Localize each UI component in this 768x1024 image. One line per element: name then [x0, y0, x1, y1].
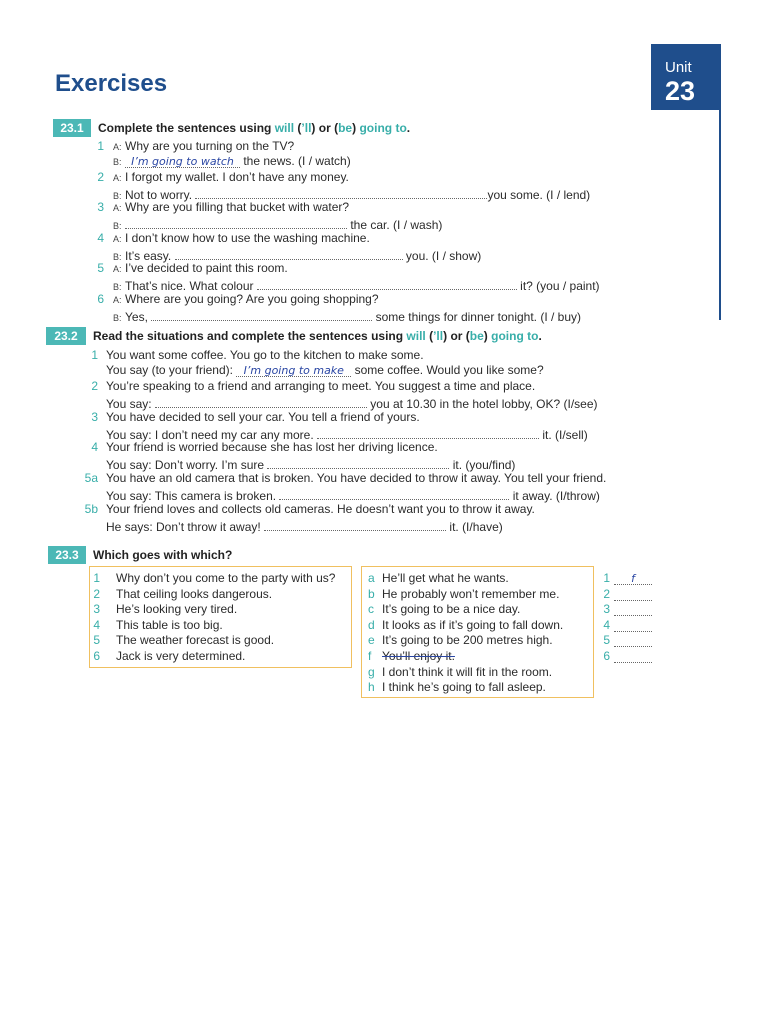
dialogue-line-b [113, 215, 442, 232]
answer-number: 4 [603, 617, 610, 632]
speaker-a-label: A: [113, 203, 122, 213]
right-letter: h [368, 680, 375, 695]
left-item-number: 6 [93, 649, 100, 663]
exercise-heading-23-2: Read the situations and complete the sentences using will (’ll) or (be) going to. [93, 329, 542, 343]
right-sentence-row [368, 618, 563, 632]
right-sentence-row [368, 680, 546, 694]
answer-number: 5 [603, 633, 610, 648]
answer-blank[interactable] [195, 185, 487, 199]
left-sentence: This table is too big. [116, 617, 223, 632]
speaker-b-label: B: [113, 312, 122, 323]
right-sentence-row [368, 571, 509, 585]
right-letter: a [368, 571, 375, 585]
unit-divider [719, 110, 721, 320]
dialogue-line-a [113, 200, 349, 214]
page-title: Exercises [55, 70, 168, 97]
right-letter: c [368, 602, 374, 617]
speaker-b-suffix: the car. (I / wash) [347, 218, 443, 232]
unit-badge [651, 44, 721, 110]
match-answer-blank[interactable] [614, 649, 652, 663]
speaker-b-prefix: Yes, [125, 309, 152, 324]
speaker-b-suffix: it? (you / paint) [516, 279, 600, 293]
right-sentence-row [368, 665, 552, 679]
speaker-b-label: B: [113, 157, 122, 167]
item-number: 3 [91, 409, 98, 424]
response-line [106, 394, 598, 411]
dialogue-line-b [113, 246, 481, 263]
answer-blank[interactable] [151, 307, 372, 321]
speaker-b-prefix: Not to worry. [125, 187, 196, 202]
item-number: 1 [91, 348, 98, 362]
response-suffix: it. (you/find) [449, 458, 516, 473]
response-suffix: it away. (I/throw) [509, 489, 600, 504]
right-sentence: I think he’s going to fall asleep. [382, 680, 546, 695]
answer-blank-answer: I’m going to make [243, 364, 344, 377]
response-prefix: He says: Don’t throw it away! [106, 520, 265, 534]
response-prefix: You say: Don’t worry. I’m sure [106, 458, 268, 473]
speaker-b-suffix: you. (I / show) [402, 248, 482, 263]
dialogue-line-b [113, 276, 600, 293]
situation-text: Your friend is worried because she has lost her driving licence. [106, 440, 438, 455]
answer-number: 1 [603, 571, 610, 585]
speaker-b-suffix: some things for dinner tonight. (I / buy) [372, 309, 582, 324]
speaker-b-label: B: [113, 251, 122, 262]
situation-text: You have decided to sell your car. You tell a friend of yours. [106, 409, 420, 424]
right-sentence: He’ll get what he wants. [382, 571, 509, 585]
speaker-a-text: I’ve decided to paint this room. [125, 261, 288, 275]
exercise-tag-23-3: 23.3 [48, 546, 86, 564]
left-sentence: Why don’t you come to the party with us? [116, 571, 336, 585]
right-sentence-row [368, 587, 559, 601]
item-number: 5b [84, 502, 98, 516]
exercise-heading-23-1: Complete the sentences using will (’ll) or (be) going to. [98, 121, 411, 135]
response-suffix: you at 10.30 in the hotel lobby, OK? (I/see) [366, 396, 598, 411]
answer-number: 2 [603, 586, 610, 601]
answer-blank[interactable] [175, 246, 403, 260]
speaker-b-label: B: [113, 190, 122, 201]
situation-text: You’re speaking to a friend and arranging to meet. You suggest a time and place. [106, 378, 536, 393]
left-item-number: 5 [93, 633, 100, 648]
right-sentence: It’s going to be 200 metres high. [382, 633, 553, 648]
speaker-a-text: I don’t know how to use the washing machine. [125, 230, 370, 245]
response-line [106, 363, 544, 377]
answer-number: 3 [603, 602, 610, 617]
answer-row [614, 602, 652, 619]
match-answer-blank[interactable] [614, 633, 652, 647]
speaker-a-text: Why are you turning on the TV? [125, 139, 295, 153]
answer-blank[interactable] [257, 276, 517, 290]
answer-blank-answer: I’m going to watch [131, 155, 234, 168]
right-letter: b [368, 586, 375, 601]
left-sentence: Jack is very determined. [116, 649, 246, 663]
response-prefix: You say: This camera is broken. [106, 489, 280, 504]
item-number: 2 [91, 378, 98, 393]
match-answer-blank-answer: f [631, 572, 635, 585]
response-line [106, 425, 588, 442]
unit-label: Unit [665, 59, 692, 76]
situation-text: You have an old camera that is broken. You have decided to throw it away. You tell your friend. [106, 471, 607, 486]
item-number: 1 [97, 139, 104, 153]
dialogue-line-a [113, 170, 349, 184]
speaker-a-label: A: [113, 294, 122, 305]
right-sentence: He probably won’t remember me. [382, 586, 560, 601]
right-sentence-row [368, 602, 520, 616]
speaker-a-label: A: [113, 172, 122, 183]
answer-blank[interactable] [279, 486, 509, 500]
dialogue-line-a [113, 261, 288, 275]
response-line [106, 486, 600, 503]
match-answer-blank[interactable] [614, 571, 652, 585]
right-sentence: It’s going to be a nice day. [382, 602, 521, 617]
item-number: 4 [97, 230, 104, 245]
speaker-b-prefix: It’s easy. [125, 248, 175, 263]
match-answer-blank[interactable] [614, 587, 652, 601]
response-suffix: it. (I/have) [446, 520, 503, 534]
situation-text: Your friend loves and collects old cameras. He doesn’t want you to throw it away. [106, 502, 535, 516]
dialogue-line-b [113, 307, 581, 324]
right-letter: e [368, 633, 375, 648]
item-number: 2 [97, 169, 104, 184]
response-line [106, 455, 515, 472]
speaker-a-text: I forgot my wallet. I don’t have any money. [125, 169, 349, 184]
right-sentence: You’ll enjoy it. [382, 649, 455, 663]
situation-text: You want some coffee. You go to the kitchen to make some. [106, 348, 424, 362]
right-letter: f [368, 649, 372, 663]
exercise-tag-23-2: 23.2 [46, 327, 86, 345]
answer-row [614, 649, 652, 666]
answer-row [614, 618, 652, 635]
response-line [106, 517, 503, 534]
right-letter: d [368, 617, 375, 632]
dialogue-line-a [113, 231, 370, 245]
right-sentence-row [368, 633, 553, 647]
exercise-heading-23-3: Which goes with which? [93, 548, 233, 562]
response-suffix: it. (I/sell) [539, 427, 588, 442]
speaker-b-prefix: That’s nice. What colour [125, 279, 257, 293]
answer-blank[interactable] [155, 394, 367, 408]
item-number: 4 [91, 440, 98, 455]
item-number: 5 [97, 261, 104, 275]
left-sentence: He’s looking very tired. [116, 602, 238, 617]
item-number: 5a [84, 471, 98, 486]
dialogue-line-b [113, 185, 590, 202]
dialogue-line-b [113, 154, 351, 168]
left-item-number: 2 [93, 586, 100, 601]
speaker-b-suffix: you some. (I / lend) [487, 187, 591, 202]
item-number: 3 [97, 200, 104, 214]
answer-number: 6 [603, 649, 610, 663]
match-answer-blank[interactable] [614, 602, 652, 616]
speaker-a-label: A: [113, 142, 122, 152]
right-sentence-row [368, 649, 455, 663]
right-letter: g [368, 664, 375, 679]
answer-row [614, 571, 652, 585]
answer-row [614, 587, 652, 604]
answer-blank[interactable] [264, 517, 446, 531]
dialogue-line-a [113, 292, 379, 306]
exercise-tag-23-1: 23.1 [53, 119, 91, 137]
right-sentence: I don’t think it will fit in the room. [382, 664, 553, 679]
answer-blank[interactable] [317, 425, 539, 439]
speaker-a-label: A: [113, 264, 122, 274]
response-prefix: You say: [106, 396, 155, 411]
left-item-number: 1 [93, 571, 100, 585]
speaker-a-label: A: [113, 233, 122, 244]
item-number: 6 [97, 291, 104, 306]
answer-row [614, 633, 652, 650]
answer-blank[interactable] [267, 455, 449, 469]
speaker-a-text: Why are you filling that bucket with water? [125, 200, 350, 214]
speaker-a-text: Where are you going? Are you going shopping? [125, 291, 379, 306]
answer-blank[interactable] [125, 154, 240, 168]
answer-blank[interactable] [236, 363, 351, 377]
response-suffix: some coffee. Would you like some? [351, 363, 544, 377]
unit-number: 23 [665, 76, 696, 106]
right-sentence: It looks as if it’s going to fall down. [382, 617, 564, 632]
left-sentence: The weather forecast is good. [116, 633, 275, 648]
answer-blank[interactable] [125, 215, 347, 229]
speaker-b-label: B: [113, 282, 122, 292]
speaker-b-suffix: the news. (I / watch) [240, 154, 351, 168]
left-item-number: 3 [93, 602, 100, 617]
match-answer-blank[interactable] [614, 618, 652, 632]
dialogue-line-a [113, 139, 294, 153]
left-sentence: That ceiling looks dangerous. [116, 586, 273, 601]
left-item-number: 4 [93, 617, 100, 632]
response-prefix: You say: I don’t need my car any more. [106, 427, 318, 442]
response-prefix: You say (to your friend): [106, 363, 237, 377]
speaker-b-label: B: [113, 221, 122, 231]
